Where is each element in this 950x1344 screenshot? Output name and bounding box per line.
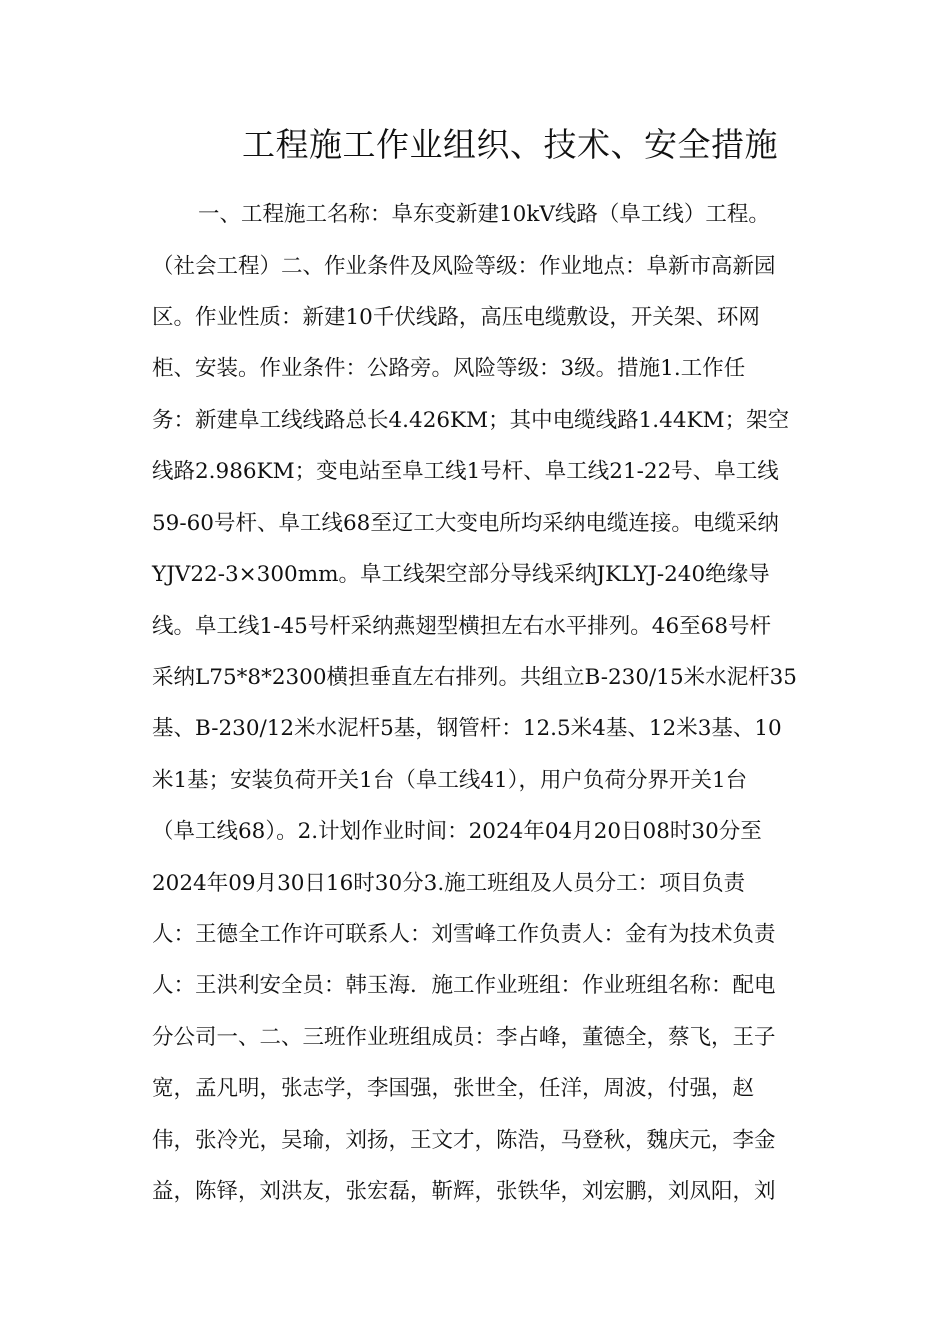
body-line: 区。作业性质：新建10千伏线路，高压电缆敷设，开关架、环网 [152,305,760,330]
body-line: 米1基；安装负荷开关1台（阜工线41），用户负荷分界开关1台 [152,768,748,793]
body-line: 人：王德全工作许可联系人：刘雪峰工作负责人：金有为技术负责 [152,922,776,947]
body-line: 宽，孟凡明，张志学，李国强，张世全，任洋，周波，付强，赵 [152,1076,755,1101]
body-line: 柜、安装。作业条件：公路旁。风险等级：3级。措施1.工作任 [152,356,746,381]
body-line: 伟，张冷光，吴瑜，刘扬，王文才，陈浩，马登秋，魏庆元，李金 [152,1128,776,1153]
body-line: 务：新建阜工线线路总长4.426KM；其中电缆线路1.44KM；架空 [152,408,790,433]
body-line: 一、工程施工名称：阜东变新建10kV线路（阜工线）工程。 [198,202,770,227]
body-line: 人：王洪利安全员：韩玉海．施工作业班组：作业班组名称：配电 [152,973,776,998]
body-line: 线路2.986KM；变电站至阜工线1号杆、阜工线21-22号、阜工线 [152,459,779,484]
body-line: 分公司一、二、三班作业班组成员：李占峰，董德全，蔡飞，王子 [152,1025,776,1050]
body-line: 采纳L75*8*2300横担垂直左右排列。共组立B-230/15米水泥杆35 [152,665,797,690]
body-line: 2024年09月30日16时30分3.施工班组及人员分工：项目负责 [152,871,746,896]
body-line: YJV22-3×300mm。阜工线架空部分导线采纳JKLYJ-240绝缘导 [152,562,770,587]
body-line: （社会工程）二、作业条件及风险等级：作业地点：阜新市高新园 [152,254,776,279]
body-line: 基、B-230/12米水泥杆5基，钢管杆：12.5米4基、12米3基、10 [152,716,782,741]
body-line: 益，陈铎，刘洪友，张宏磊，靳辉，张铁华，刘宏鹏，刘凤阳，刘 [152,1179,776,1204]
body-line: （阜工线68）。2.计划作业时间：2024年04月20日08时30分至 [152,819,762,844]
body-line: 线。阜工线1-45号杆采纳燕翅型横担左右水平排列。46至68号杆 [152,614,772,639]
document-title: 工程施工作业组织、技术、安全措施 [242,125,778,164]
body-line: 59-60号杆、阜工线68至辽工大变电所均采纳电缆连接。电缆采纳 [152,511,779,536]
